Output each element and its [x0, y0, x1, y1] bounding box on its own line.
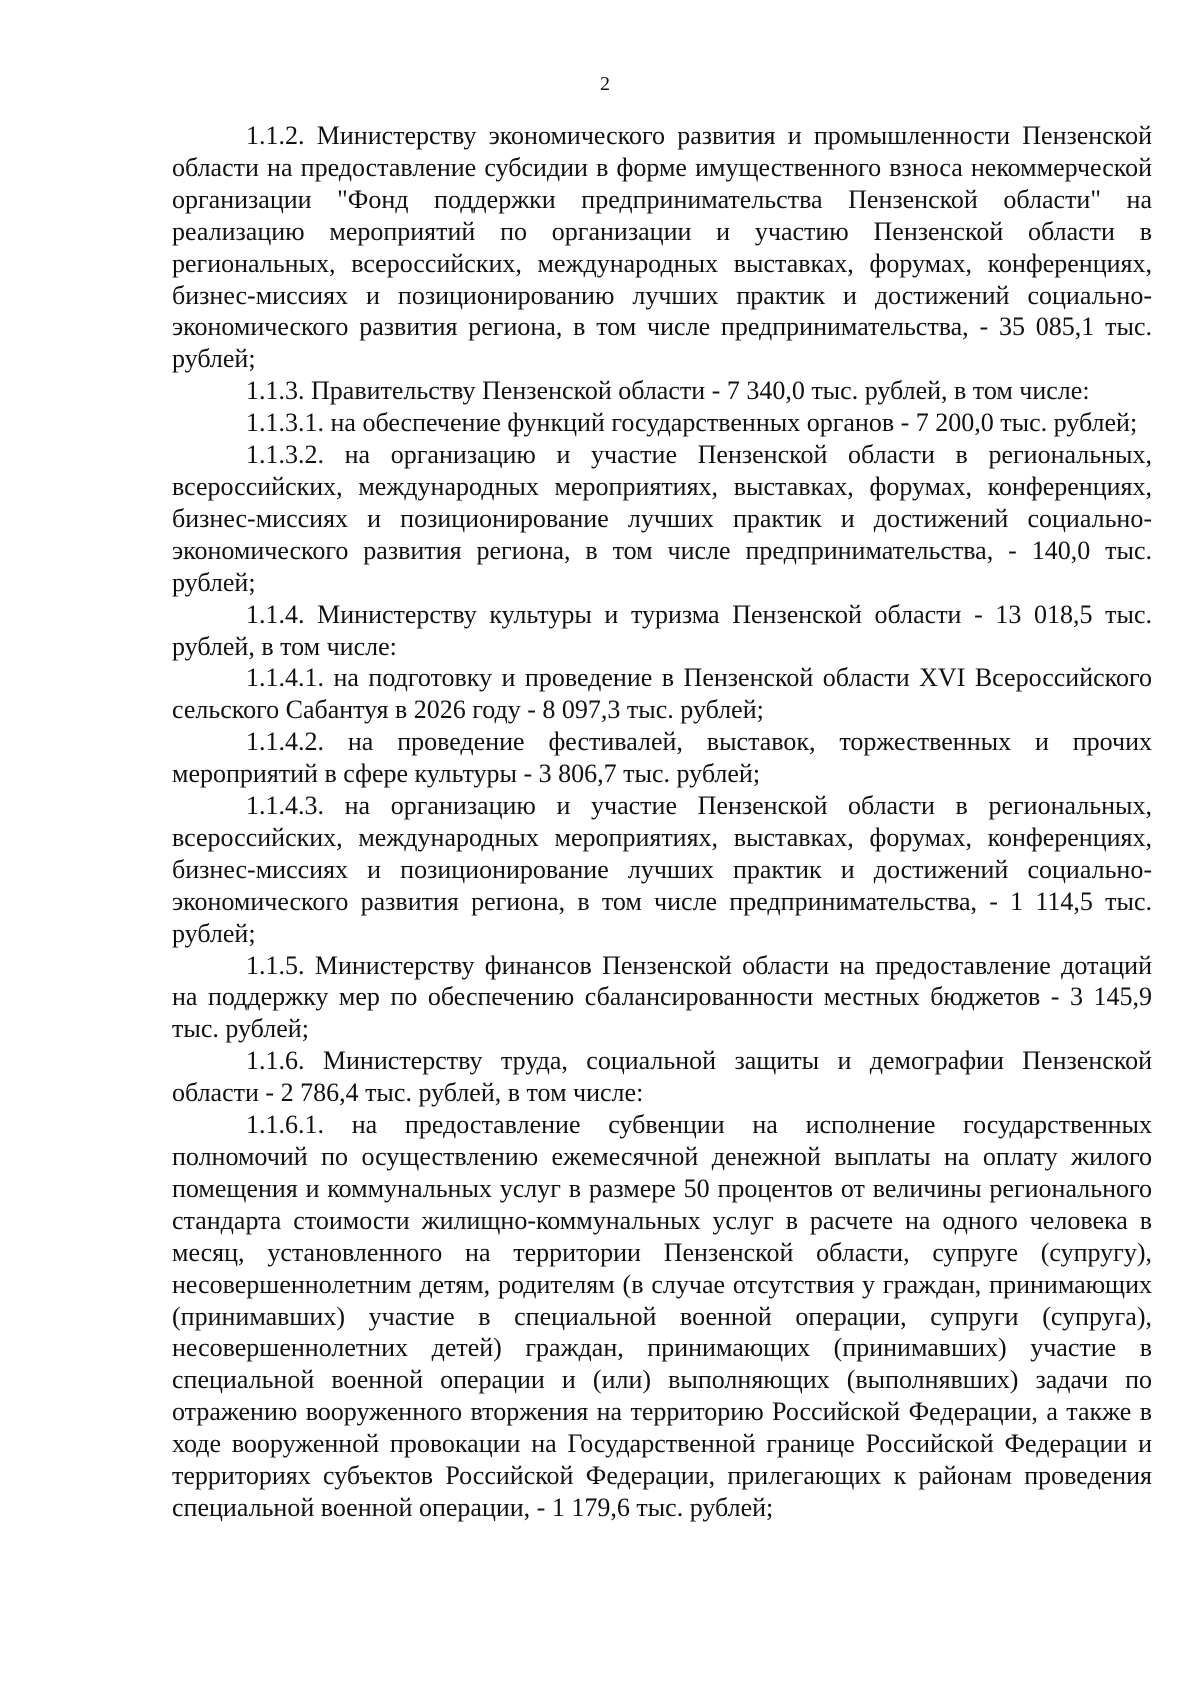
- paragraph-1-1-6: 1.1.6. Министерству труда, социальной защиты и демографии Пензенской области - 2 786,4 тыс. рублей, в том числе:: [172, 1046, 1152, 1108]
- paragraph-1-1-4-1: 1.1.4.1. на подготовку и проведение в Пензенской области XVI Всероссийского сельского Сабантуя в 2026 году - 8 097,3 тыс. рублей;: [172, 663, 1152, 725]
- paragraph-1-1-2: 1.1.2. Министерству экономического развития и промышленности Пензенской области на предоставление субсидии в форме имущественного взноса некоммерческой организации "Фонд поддержки предпринимательства Пензенской области" на реализацию мероприятий по организации и участию Пензенской области в региональных, всероссийских, международных выставках, форумах, конференциях, бизнес-миссиях и позиционированию лучших практик и достижений социально-экономического развития региона, в том числе предпринимательства, - 35 085,1 тыс. рублей;: [172, 121, 1152, 374]
- paragraph-1-1-3: 1.1.3. Правительству Пензенской области - 7 340,0 тыс. рублей, в том числе:: [246, 376, 1090, 406]
- paragraph-1-1-4-3: 1.1.4.3. на организацию и участие Пензенской области в региональных, всероссийских, международных мероприятиях, выставках, форумах, конференциях, бизнес-миссиях и позиционирование лучших практик и достижений социально-экономического развития региона, в том числе предпринимательства, - 1 114,5 тыс. рублей;: [172, 791, 1152, 948]
- document-body: [172, 120, 1152, 1524]
- paragraph-1-1-3-2: 1.1.3.2. на организацию и участие Пензенской области в региональных, всероссийских, международных мероприятиях, выставках, форумах, конференциях, бизнес-миссиях и позиционирование лучших практик и достижений социально-экономического развития региона, в том числе предпринимательства, - 140,0 тыс. рублей;: [172, 440, 1152, 597]
- paragraph-1-1-3-1: 1.1.3.1. на обеспечение функций государственных органов - 7 200,0 тыс. рублей;: [246, 408, 1138, 438]
- paragraph-1-1-4: 1.1.4. Министерству культуры и туризма Пензенской области - 13 018,5 тыс. рублей, в том числе:: [172, 599, 1152, 661]
- paragraph-1-1-6-1: 1.1.6.1. на предоставление субвенции на исполнение государственных полномочий по осуществлению ежемесячной денежной выплаты на оплату жилого помещения и коммунальных услуг в размере 50 процентов от величины регионального стандарта стоимости жилищно-коммунальных услуг в расчете на одного человека в месяц, установленного на территории Пензенской области, супруге (супругу), несовершеннолетним детям, родителям (в случае отсутствия у граждан, принимающих (принимавших) участие в специальной военной операции, супруги (супруга), несовершеннолетних детей) граждан, принимающих (принимавших) участие в специальной военной операции и (или) выполняющих (выполнявших) задачи по отражению вооруженного вторжения на территорию Российской Федерации, а также в ходе вооруженной провокации на Государственной границе Российской Федерации и территориях субъектов Российской Федерации, прилегающих к районам проведения специальной военной операции, - 1 179,6 тыс. рублей;: [172, 1110, 1152, 1522]
- paragraph-1-1-4-2: 1.1.4.2. на проведение фестивалей, выставок, торжественных и прочих мероприятий в сфере культуры - 3 806,7 тыс. рублей;: [172, 727, 1152, 789]
- page-number: 2: [600, 73, 610, 95]
- paragraph-1-1-5: 1.1.5. Министерству финансов Пензенской области на предоставление дотаций на поддержку мер по обеспечению сбалансированности местных бюджетов - 3 145,9 тыс. рублей;: [172, 950, 1152, 1044]
